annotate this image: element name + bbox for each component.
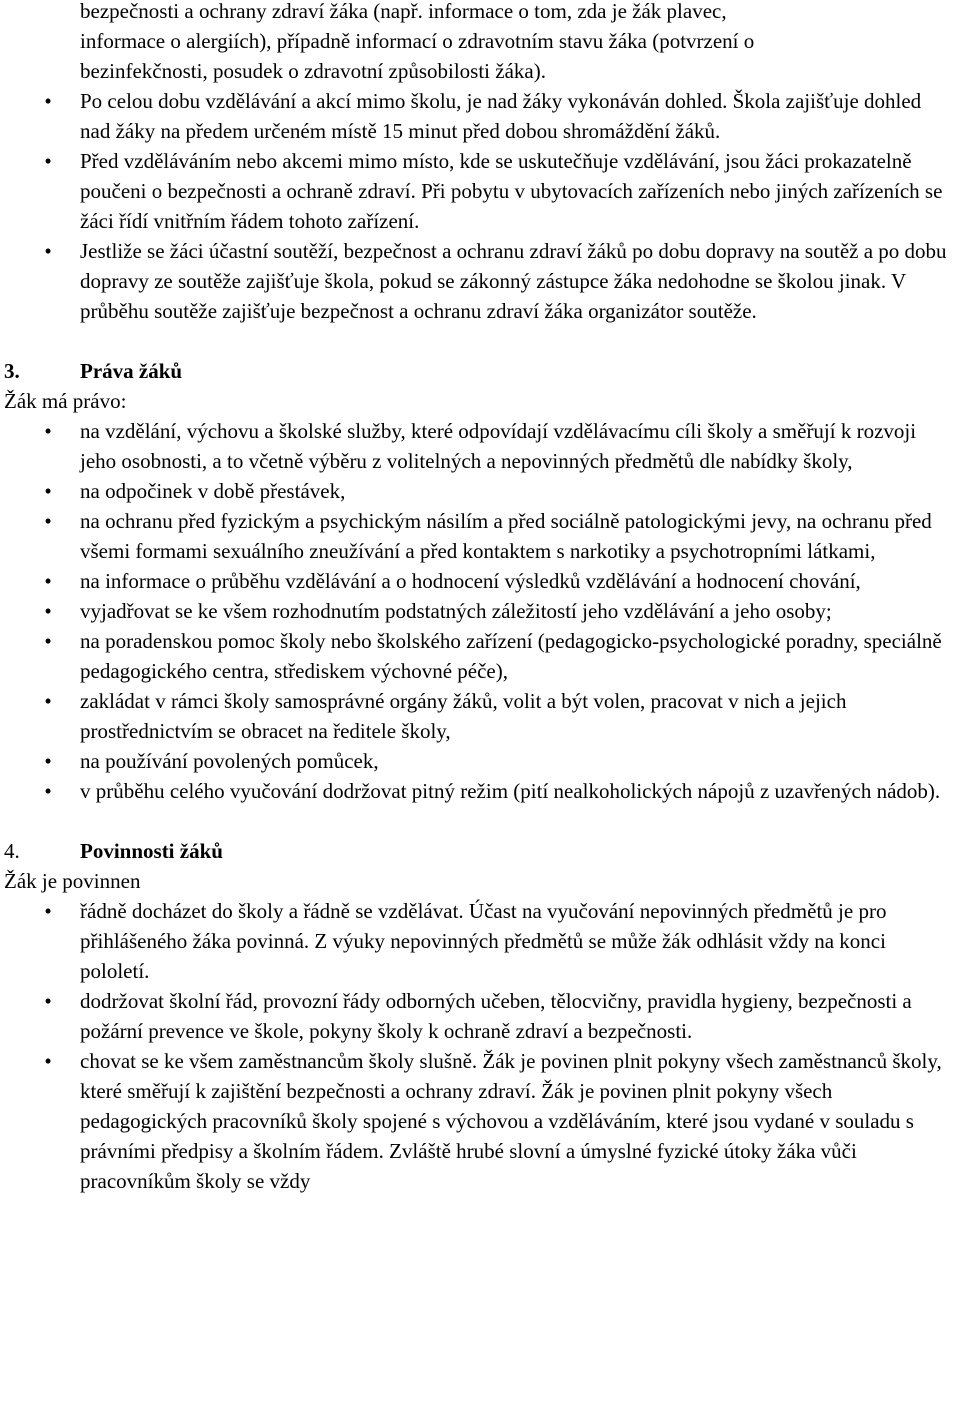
safety-rules-list xyxy=(0,86,960,326)
rights-list xyxy=(0,416,960,806)
bullet-icon: • xyxy=(44,569,52,593)
list-item-text: dodržovat školní řád, provozní řády odborných učeben, tělocvičny, pravidla hygieny, bezpečnosti a požární prevence ve škole, pokyny školy k ochraně zdraví a bezpečnosti. xyxy=(80,989,912,1043)
bullet-icon: • xyxy=(44,1049,52,1073)
bullet-icon: • xyxy=(44,419,52,443)
list-item-text: Po celou dobu vzdělávání a akcí mimo školu, je nad žáky vykonáván dohled. Škola zajišťuje dohled nad žáky na předem určeném místě 15 minut před dobou shromáždění žáků. xyxy=(80,89,922,143)
list-item xyxy=(0,416,950,476)
bullet-icon: • xyxy=(44,749,52,773)
section-number: 4. xyxy=(4,839,20,863)
section-title: Povinnosti žáků xyxy=(80,839,223,863)
section-number: 3. xyxy=(4,359,20,383)
list-item-text: řádně docházet do školy a řádně se vzdělávat. Účast na vyučování nepovinných předmětů je pro přihlášeného žáka povinná. Z výuky nepovinných předmětů se může žák odhlásit vždy na konci pololetí. xyxy=(80,899,887,983)
list-item-text: na odpočinek v době přestávek, xyxy=(80,479,346,503)
section-heading-rights xyxy=(0,356,960,386)
list-item xyxy=(0,596,950,626)
section-intro: Žák má právo: xyxy=(4,389,127,413)
bullet-icon: • xyxy=(44,899,52,923)
text-line: informace o alergiích), případně informací o zdravotním stavu žáka (potvrzení o xyxy=(80,29,755,53)
list-item-text: na poradenskou pomoc školy nebo školského zařízení (pedagogicko-psychologické poradny, speciálně pedagogického centra, střediskem výchovné péče), xyxy=(80,629,942,683)
list-item xyxy=(0,476,950,506)
list-item xyxy=(0,626,950,686)
bullet-icon: • xyxy=(44,479,52,503)
bullet-icon: • xyxy=(44,989,52,1013)
list-item xyxy=(0,746,950,776)
bullet-icon: • xyxy=(44,149,52,173)
list-item-text: na informace o průběhu vzdělávání a o hodnocení výsledků vzdělávání a hodnocení chování, xyxy=(80,569,861,593)
section-heading-duties xyxy=(0,836,960,866)
list-item-text: na ochranu před fyzickým a psychickým násilím a před sociálně patologickými jevy, na ochranu před všemi formami sexuálního zneužívání a před kontaktem s narkotiky a psychotropními látkami, xyxy=(80,509,932,563)
text-line: bezpečnosti a ochrany zdraví žáka (např. informace o tom, zda je žák plavec, xyxy=(80,0,727,23)
list-item xyxy=(0,686,950,746)
list-item xyxy=(0,236,950,326)
list-item-text: na používání povolených pomůcek, xyxy=(80,749,379,773)
list-item-text: vyjadřovat se ke všem rozhodnutím podstatných záležitostí jeho vzdělávání a jeho osoby; xyxy=(80,599,832,623)
continuation-paragraph xyxy=(80,0,950,86)
list-item xyxy=(0,506,950,566)
bullet-icon: • xyxy=(44,689,52,713)
duties-list xyxy=(0,896,960,1196)
list-item xyxy=(0,566,950,596)
list-item-text: zakládat v rámci školy samosprávné orgány žáků, volit a být volen, pracovat v nich a jejich prostřednictvím se obracet na ředitele školy, xyxy=(80,689,847,743)
bullet-icon: • xyxy=(44,239,52,263)
list-item xyxy=(0,146,950,236)
list-item xyxy=(0,986,950,1046)
list-item xyxy=(0,896,950,986)
bullet-icon: • xyxy=(44,509,52,533)
section-title: Práva žáků xyxy=(80,359,183,383)
list-item xyxy=(0,86,950,146)
bullet-icon: • xyxy=(44,599,52,623)
list-item-text: chovat se ke všem zaměstnancům školy slušně. Žák je povinen plnit pokyny všech zaměstnanců školy, které směřují k zajištění bezpečnosti a ochrany zdraví. Žák je povinen plnit pokyny všech pedagogických pracovníků školy spojené s výchovou a vzděláváním, které jsou vydané v souladu s právními předpisy a školním řádem. Zvláště hrubé slovní a úmyslné fyzické útoky žáka vůči pracovníkům školy se vždy xyxy=(80,1049,942,1193)
list-item xyxy=(0,776,950,806)
list-item-text: Jestliže se žáci účastní soutěží, bezpečnost a ochranu zdraví žáků po dobu dopravy na soutěž a po dobu dopravy ze soutěže zajišťuje škola, pokud se zákonný zástupce žáka nedohodne se školou jinak. V průběhu soutěže zajišťuje bezpečnost a ochranu zdraví žáka organizátor soutěže. xyxy=(80,239,947,323)
text-line: bezinfekčnosti, posudek o zdravotní způsobilosti žáka). xyxy=(80,59,546,83)
list-item-text: Před vzděláváním nebo akcemi mimo místo, kde se uskutečňuje vzdělávání, jsou žáci prokazatelně poučeni o bezpečnosti a ochraně zdraví. Při pobytu v ubytovacích zařízeních nebo jiných zařízeních se žáci řídí vnitřním řádem tohoto zařízení. xyxy=(80,149,943,233)
list-item-text: v průběhu celého vyučování dodržovat pitný režim (pití nealkoholických nápojů z uzavřených nádob). xyxy=(80,779,941,803)
bullet-icon: • xyxy=(44,89,52,113)
list-item-text: na vzdělání, výchovu a školské služby, které odpovídají vzdělávacímu cíli školy a směřují k rozvoji jeho osobnosti, a to včetně výběru z volitelných a nepovinných předmětů dle nabídky školy, xyxy=(80,419,917,473)
bullet-icon: • xyxy=(44,629,52,653)
bullet-icon: • xyxy=(44,779,52,803)
section-intro: Žák je povinnen xyxy=(4,869,141,893)
list-item xyxy=(0,1046,950,1196)
